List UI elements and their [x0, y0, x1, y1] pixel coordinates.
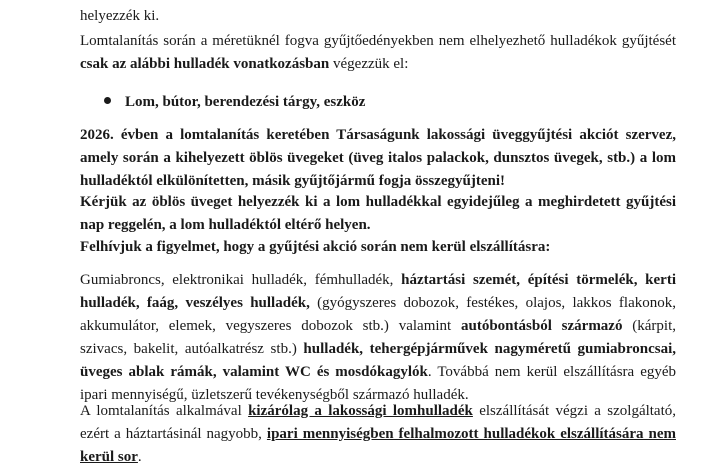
collection-scope-text-1: Lomtalanítás során a méretüknél fogva gyűjtőedényekben nem elhelyezhető hulladékok gyűjtését [80, 33, 676, 49]
bullet-list-item [104, 91, 664, 114]
paragraph-residential-only [80, 400, 676, 469]
residential-text-3: . [137, 449, 142, 465]
paragraph-glass-collection: 2026. évben a lomtalanítás keretében Társaságunk lakossági üveggyűjtési akciót szervez, amely során a kihelyezett öblös üvegeket (üveg italos palackok, dunsztos üvegek, stb.) a lom hulladéktól elkülönítetten, másik gyűjtőjármű fogja összegyűjteni! [80, 127, 676, 189]
paragraph-intro-tail [80, 5, 670, 28]
collection-scope-bold: csak az alábbi hulladék vonatkozásban [80, 56, 330, 72]
bullet-dot-icon [104, 97, 111, 104]
paragraph-intro-tail-text: helyezzék ki. [80, 8, 160, 24]
paragraph-warning: Felhívjuk a figyelmet, hogy a gyűjtési akció során nem kerül elszállításra: [80, 239, 551, 255]
residential-text-2: elszállítását végzi a szolgáltató, ezért a háztartásinál nagyobb, [80, 403, 677, 442]
bullet-item-text: Lom, bútor, berendezési tárgy, eszköz [125, 94, 366, 110]
residential-bold-underline-2: ipari mennyiségben felhalmozott hulladékok elszállítására nem kerül sor [80, 426, 676, 465]
excluded-text-2: (gyógyszeres dobozok, festékes, olajos, lakkos flakonok, akkumulátor, elemek, vegyszeres dobozok stb.) valamint [80, 295, 676, 334]
excluded-text-1: Gumiabroncs, elektronikai hulladék, fémhulladék, [80, 272, 402, 288]
paragraph-excluded-waste [80, 269, 676, 407]
paragraph-collection-scope [80, 30, 676, 76]
residential-bold-underline-1: kizárólag a lakossági lomhulladék [248, 403, 473, 419]
excluded-bold-3: hulladék, tehergépjárművek nagyméretű gumiabroncsai, üveges ablak rámák, valamint WC és mosdókagylók [80, 341, 677, 380]
excluded-text-3: (kárpit, szivacs, bakelit, autóalkatrész stb.) [80, 318, 676, 357]
collection-scope-text-2: végezzük el: [329, 56, 409, 72]
excluded-text-4: . Továbbá nem kerül elszállításra egyéb ipari mennyiségű, üzletszerű tevékenységből származó hulladék. [80, 364, 677, 403]
paragraph-glass-instructions: Kérjük az öblös üveget helyezzék ki a lom hulladékkal egyidejűleg a meghirdetett gyűjtési nap reggelén, a lom hulladéktól eltérő helyen. [80, 194, 676, 233]
residential-text-1: A lomtalanítás alkalmával [80, 403, 249, 419]
excluded-bold-2: autóbontásból származó [461, 318, 623, 334]
excluded-bold-1: háztartási szemét, építési törmelék, kerti hulladék, faág, veszélyes hulladék, [80, 272, 676, 311]
